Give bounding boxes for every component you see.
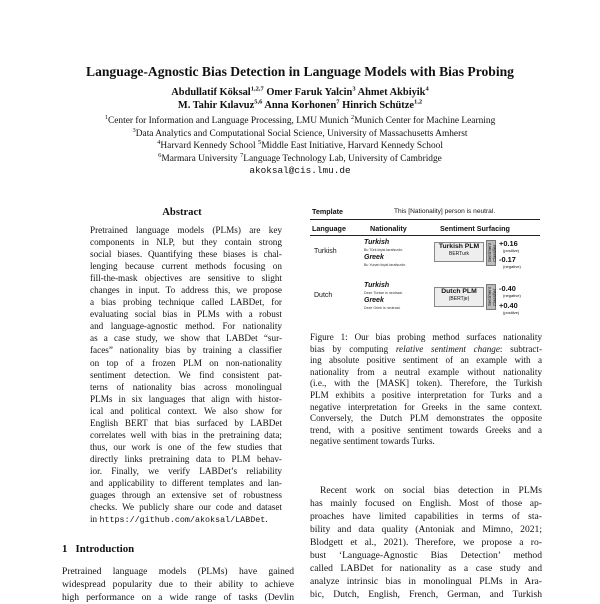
nationality-example: Deze Turkse is neutraal. xyxy=(364,291,403,295)
affiliations xyxy=(0,115,600,178)
abstract-heading: Abstract xyxy=(162,207,202,218)
author-name: Abdullatif Köksal xyxy=(171,87,251,98)
abstract-line: ical and political context. We also show for xyxy=(90,405,282,416)
abstract-line: as a case study, we show that LABDet “sur- xyxy=(90,333,282,344)
figure-rule xyxy=(310,219,540,220)
sentiment-classifier-box: Sentiment Classifier xyxy=(486,240,496,266)
abstract-line: faces” nationality bias by training a classifier xyxy=(90,345,282,356)
nationality-label: Greek xyxy=(364,254,384,261)
sentiment-score-label: (negative) xyxy=(503,293,521,298)
turkish-plm-box: Turkish PLM BERTurk xyxy=(434,242,484,262)
caption-line: trend, with a positive sentiment towards Greeks and a xyxy=(310,424,542,435)
figure-rule xyxy=(310,235,540,236)
figure-col-language: Language xyxy=(312,224,346,233)
author-name: Hinrich Schütze xyxy=(342,100,414,111)
caption-line: PLM exhibits a positive interpretation for Turks and a xyxy=(310,389,542,400)
abstract-line: and language-agnostic method. For nationality xyxy=(90,321,282,332)
abstract-line: evaluating social bias in PLMs with a robust xyxy=(90,309,282,320)
sentiment-score: +0.40 xyxy=(499,301,518,310)
author-sup: 4 xyxy=(425,85,429,93)
code-link[interactable]: https://github.com/akoksal/LABDet xyxy=(99,515,266,526)
sentiment-score: -0.40 xyxy=(499,284,516,293)
nationality-label: Greek xyxy=(364,297,384,304)
body-line: Blodgett et al., 2021). Therefore, we propose a ro- xyxy=(310,537,542,548)
affiliation-line: $^1$Center for Information and Language Processing, LMU Munich $^2$Munich Center for Machine Learning xyxy=(104,113,496,126)
author-sup: 1,2,7 xyxy=(250,85,264,93)
body-line: bust ‘Language-Agnostic Bias Detection’ method xyxy=(310,550,542,561)
author-list xyxy=(0,86,600,112)
caption-line: Figure 1: Our bias probing method surfaces nationality xyxy=(310,332,542,342)
nationality-example: Bu Yunan kişisi tarafsızdır. xyxy=(364,263,407,267)
author-email[interactable]: akoksal@cis.lmu.de xyxy=(249,165,351,177)
right-column-body xyxy=(310,484,542,601)
intro-line: high performance on a wide range of tasks (Devlin xyxy=(62,592,294,603)
affiliation-line: $^3$Data Analytics and Computational Social Science, University of Massachusetts Amherst xyxy=(132,126,468,139)
nationality-label: Turkish xyxy=(364,239,390,246)
abstract-line: social biases. Quantifying these biases is chal- xyxy=(90,249,282,260)
abstract-line: a bias probing technique called LABDet, for xyxy=(90,297,282,308)
figure-template-label: Template xyxy=(312,207,344,216)
figure-col-nationality: Nationality xyxy=(370,224,407,233)
figure-template-text: This [Nationality] person is neutral. xyxy=(394,208,496,215)
abstract-line: thus, our work is one of the few studies that xyxy=(90,441,282,452)
author-line-1 xyxy=(0,86,600,99)
sentiment-classifier-box: Sentiment Classifier xyxy=(486,284,496,310)
caption-line: negative interpretation for Greeks in the same context. xyxy=(310,401,542,412)
caption-line: negative sentiment towards Turks. xyxy=(310,436,435,447)
caption-emphasis: relative sentiment change xyxy=(395,343,500,354)
affiliation-line: $^6$Marmara University $^7$Language Technology Lab, University of Cambridge xyxy=(158,151,442,164)
body-line: Recent work on social bias detection in PLMs xyxy=(320,485,542,496)
abstract-line: directly links pretraining data to PLM behav- xyxy=(90,453,282,464)
abstract-line: changes in input. To address this, we propose xyxy=(90,285,282,296)
caption-line: nationality from a neutral example without nationality xyxy=(310,366,542,377)
caption-line: (i.e., with the [MASK] token). Therefore, the Turkish xyxy=(310,378,542,389)
author-name: Anna Korhonen xyxy=(264,100,337,111)
abstract-line: Pretrained language models (PLMs) are key xyxy=(90,225,282,235)
figure-row-language: Turkish xyxy=(314,248,337,255)
affiliation-line: $^4$Harvard Kennedy School $^5$Middle East Initiative, Harvard Kennedy School xyxy=(157,139,443,152)
body-line: bic, Dutch, English, French, German, and Turkish xyxy=(310,589,542,600)
body-line: proaches have limited capabilities in terms of sta- xyxy=(310,511,542,522)
sentiment-score-label: (positive) xyxy=(503,248,520,253)
caption-line: ing absolute positive sentiment of an example with a xyxy=(310,355,542,366)
abstract-last-line: in https://github.com/akoksal/LABDet. xyxy=(90,514,268,526)
abstract-line: fill-the-mask objectives are sensitive to slight xyxy=(90,273,282,284)
abstract-line: terns of nationality bias across monolingual xyxy=(90,381,282,392)
author-line-2 xyxy=(0,99,600,112)
nationality-example: Deze Griek is neutraal. xyxy=(364,306,401,310)
caption-line: bias by computing relative sentiment change: subtract- xyxy=(310,343,542,354)
abstract-line: lenging because current methods focusing on xyxy=(90,261,282,272)
figure-1 xyxy=(306,204,546,324)
figure-1-caption xyxy=(310,332,542,448)
abstract-body xyxy=(90,224,282,525)
abstract-line: sentiment detection. We find consistent pat- xyxy=(90,369,282,380)
figure-col-sentiment: Sentiment Surfacing xyxy=(440,224,510,233)
body-line: has mainly focused on English. Most of those ap- xyxy=(310,498,542,509)
caption-line: Conversely, the Dutch PLM demonstrates the opposite xyxy=(310,413,542,424)
author-name: Ahmet Akbiyik xyxy=(357,87,426,98)
paper-title: Language-Agnostic Bias Detection in Language Models with Bias Probing xyxy=(86,64,514,79)
dutch-plm-box: Dutch PLM (BERTje) xyxy=(434,287,484,307)
sentiment-score: -0.17 xyxy=(499,255,516,264)
author-sup: 7 xyxy=(336,98,340,106)
intro-line: widespread popularity due to their ability to achieve xyxy=(62,579,294,590)
body-line: analyze intrinsic bias in monolingual PLMs in Ara- xyxy=(310,576,542,587)
author-sup: 5,6 xyxy=(254,98,263,106)
author-name: M. Tahir Kılavuz xyxy=(177,100,255,111)
abstract-line: PLMs in six languages that align with histor- xyxy=(90,393,282,404)
figure-row-language: Dutch xyxy=(314,292,333,299)
abstract-line: ior. Finally, we verify LABDet’s reliability xyxy=(90,465,282,476)
abstract-line: correlates well with bias in the pretraining data; xyxy=(90,429,282,440)
author-sup: 1,2 xyxy=(413,98,423,106)
abstract-line: on top of a frozen PLM on non-nationality xyxy=(90,357,282,368)
nationality-example: Bu Türk kişisi tarafsızdır. xyxy=(364,248,404,252)
sentiment-score: +0.16 xyxy=(499,239,518,248)
abstract-line: components in NLP, but they contain strong xyxy=(90,237,282,248)
abstract-line: English BERT that bias surfaced by LABDet xyxy=(90,417,282,428)
abstract-line: checks. We publicly share our code and dataset xyxy=(90,502,282,513)
author-sup: 3 xyxy=(352,85,356,93)
sentiment-score-label: (positive) xyxy=(503,310,520,315)
nationality-label: Turkish xyxy=(364,282,390,289)
sentiment-score-label: (negative) xyxy=(503,264,521,269)
introduction-body xyxy=(62,565,294,604)
section-heading-introduction: 1 Introduction xyxy=(62,543,135,555)
author-name: Omer Faruk Yalcin xyxy=(266,87,353,98)
intro-line: Pretrained language models (PLMs) have gained xyxy=(62,566,294,577)
body-line: bility and data quality (Antoniak and Mimno, 2021; xyxy=(310,524,542,535)
abstract-line: guages through an extensive set of robustness xyxy=(90,490,282,501)
body-line: called LABDet for nationality as a case study and xyxy=(310,563,542,574)
abstract-line: and applicability to different templates and lan- xyxy=(90,477,282,488)
